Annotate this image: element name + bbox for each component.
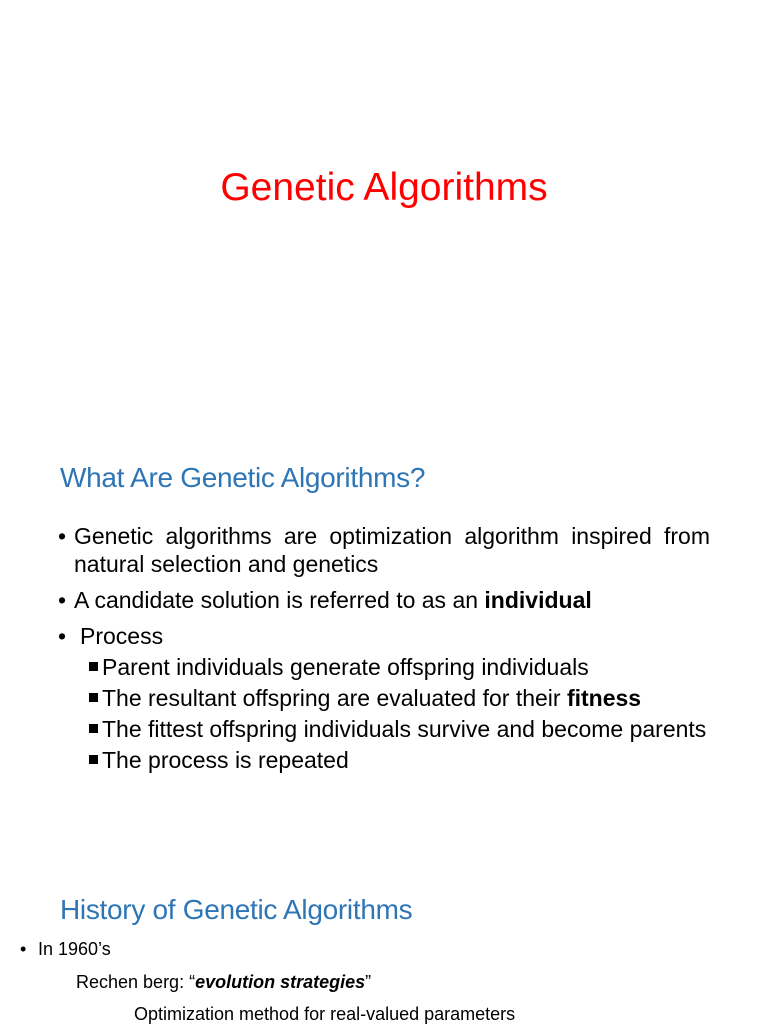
- history-line-1: In 1960’s: [38, 939, 111, 959]
- bullet-text: Genetic algorithms are optimization algorithm inspired from natural selection and genetics: [74, 523, 710, 577]
- bullet-item: [58, 622, 710, 650]
- square-bullet-icon: [89, 693, 98, 702]
- section-heading-what-are: What Are Genetic Algorithms?: [60, 462, 426, 493]
- section-heading-history: History of Genetic Algorithms: [60, 894, 413, 925]
- history-list: [20, 937, 515, 1026]
- sub-bullet-text: The resultant offspring are evaluated for their: [102, 685, 567, 711]
- bullet-dot-icon: •: [20, 939, 27, 959]
- sub-bullet-text: Parent individuals generate offspring individuals: [102, 654, 589, 680]
- sub-bullet-text: The process is repeated: [102, 747, 349, 773]
- square-bullet-icon: [89, 662, 98, 671]
- bullet-dot-icon: •: [58, 623, 67, 649]
- sub-bullet-bold-term: fitness: [566, 685, 642, 711]
- page-title: Genetic Algorithms: [220, 166, 548, 209]
- sub-bullet-item: [58, 746, 710, 774]
- sub-bullet-text: The fittest offspring individuals survive and become parents: [102, 716, 707, 742]
- history-line-2-prefix: Rechen berg: “: [76, 972, 196, 992]
- bullet-dot-icon: •: [58, 587, 67, 613]
- sub-bullet-item: [58, 653, 710, 681]
- bullet-list: [58, 522, 710, 774]
- history-bullet: [20, 937, 515, 961]
- sub-bullet-item: [58, 684, 710, 712]
- sub-bullet-item: [58, 715, 710, 743]
- history-line-2-suffix: ”: [365, 972, 372, 992]
- square-bullet-icon: [89, 724, 98, 733]
- history-line-2: [20, 970, 515, 994]
- history-emphasis: evolution strategies: [195, 972, 366, 992]
- bullet-text: A candidate solution is referred to as an: [74, 587, 485, 613]
- history-line-3: Optimization method for real-valued parameters: [134, 1004, 516, 1024]
- bullet-item: [58, 586, 710, 614]
- bullet-dot-icon: •: [58, 523, 67, 549]
- bullet-text: Process: [80, 623, 164, 649]
- bullet-item: [58, 522, 710, 578]
- bullet-bold-term: individual: [484, 587, 592, 613]
- square-bullet-icon: [89, 755, 98, 764]
